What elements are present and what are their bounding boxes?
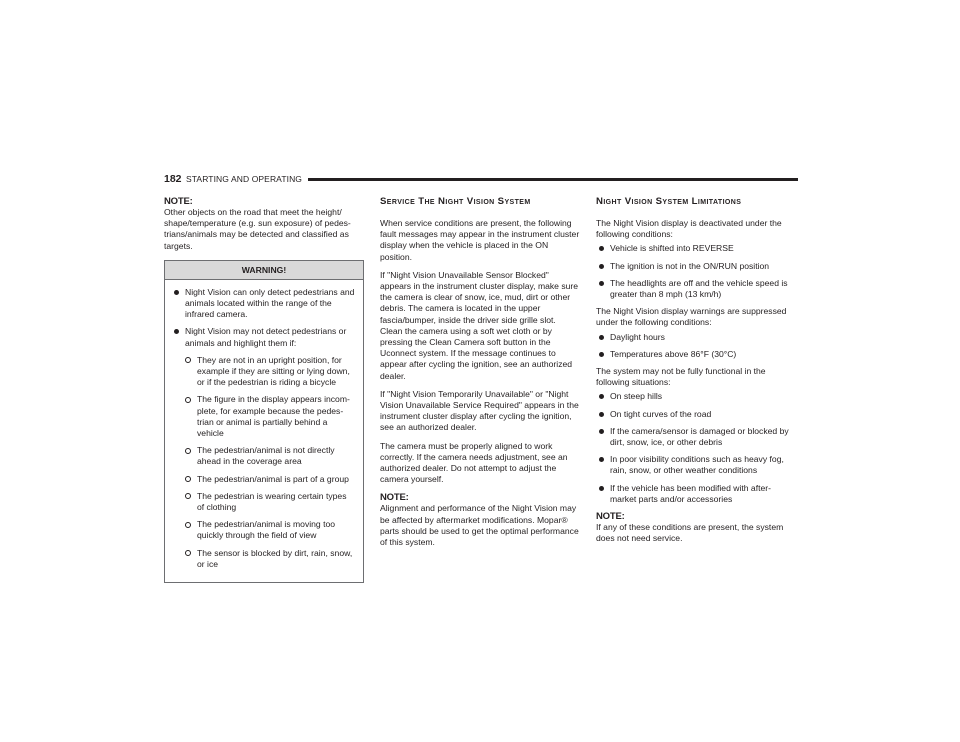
bullet-icon xyxy=(599,246,604,251)
bullet-icon xyxy=(599,352,604,357)
list-item xyxy=(596,261,796,272)
section-title: STARTING AND OPERATING xyxy=(186,174,303,184)
column-left xyxy=(164,196,364,583)
list-item xyxy=(596,349,796,360)
bullet-icon xyxy=(599,281,604,286)
sub-item-text: They are not in an upright position, for example if they are sitting or lying down, or if the pedestrian is riding a bicycle xyxy=(197,354,350,388)
list-item xyxy=(596,332,796,343)
bullet-icon xyxy=(599,486,604,491)
warning-body xyxy=(165,280,363,582)
sub-item-text: The pedestrian/animal is part of a group xyxy=(197,473,349,484)
warning-box xyxy=(164,260,364,583)
condition-list xyxy=(596,243,796,300)
note-label: NOTE: xyxy=(380,492,409,504)
sub-bullet-icon xyxy=(185,397,191,403)
section-heading: Service The Night Vision System xyxy=(380,196,531,207)
paragraph: The Night Vision display warnings are suppressed under the following conditions: xyxy=(596,306,787,328)
warning-bullet xyxy=(171,287,355,321)
note-text: Other objects on the road that meet the height/ shape/temperature (e.g. sun exposure) of pedes-trians/animals may be detected and classified as targets. xyxy=(164,207,351,251)
condition-list xyxy=(596,391,796,505)
warning-sub-item xyxy=(171,394,355,439)
list-item-text: If the camera/sensor is damaged or blocked by dirt, snow, ice, or other debris xyxy=(610,425,789,448)
header-rule xyxy=(308,178,798,181)
sub-bullet-icon xyxy=(185,522,191,528)
sub-item-text: The sensor is blocked by dirt, rain, snow, or ice xyxy=(197,547,353,569)
bullet-icon xyxy=(599,429,604,434)
section-heading: Night Vision System Limitations xyxy=(596,196,742,207)
list-item xyxy=(596,243,796,254)
list-item xyxy=(596,409,796,420)
paragraph: The camera must be properly aligned to work correctly. If the camera needs adjustment, see an authorized dealer. Do not attempt to adjust the camera yourself. xyxy=(380,440,568,485)
list-item-text: Vehicle is shifted into REVERSE xyxy=(610,243,734,254)
sub-item-text: The pedestrian is wearing certain types of clothing xyxy=(197,490,347,513)
paragraph: The Night Vision display is deactivated under the following conditions: xyxy=(596,218,782,240)
column-right xyxy=(596,196,796,544)
sub-item-text: The pedestrian/animal is moving too quickly through the field of view xyxy=(197,519,336,541)
bullet-text: Night Vision may not detect pedestrians or animals and highlight them if: xyxy=(185,326,347,348)
bullet-icon xyxy=(174,329,179,334)
sub-bullet-icon xyxy=(185,476,191,482)
condition-list xyxy=(596,332,796,360)
sub-bullet-icon xyxy=(185,448,191,454)
warning-title: WARNING! xyxy=(165,261,363,280)
list-item xyxy=(596,278,796,300)
paragraph: When service conditions are present, the following fault messages may appear in the instrument cluster display when the vehicle is placed in the ON position. xyxy=(380,218,580,262)
warning-sub-item xyxy=(171,519,355,541)
list-item-text: Daylight hours xyxy=(610,331,665,342)
list-item-text: If the vehicle has been modified with after-market parts and/or accessories xyxy=(610,482,771,504)
note-text: If any of these conditions are present, the system does not need service. xyxy=(596,522,784,544)
bullet-icon xyxy=(599,457,604,462)
paragraph: If "Night Vision Unavailable Sensor Blocked" appears in the instrument cluster display, make sure the camera is clear of snow, ice, mud, dirt or other debris. The camera is located in the upper fascia/bumper, inside the driver side grille slot. Clean the camera using a soft wet cloth or by pressing the Clean Camera soft button in the Uconnect system. If the message continues to appear after cycling the ignition, see an authorized dealer. xyxy=(380,269,579,381)
bullet-icon xyxy=(599,412,604,417)
bullet-icon xyxy=(599,394,604,399)
paragraph: The system may not be fully functional in the following situations: xyxy=(596,366,766,388)
column-middle xyxy=(380,196,580,548)
list-item-text: On tight curves of the road xyxy=(610,408,712,419)
note-label: NOTE: xyxy=(164,196,193,207)
warning-sub-item xyxy=(171,474,355,485)
list-item xyxy=(596,454,796,476)
page-number: 182 xyxy=(164,173,182,185)
sub-item-text: The figure in the display appears incom-plete, for example because the pedes-trian or animal is partially behind a vehicle xyxy=(197,394,350,439)
note-text: Alignment and performance of the Night Vision may be affected by aftermarket modifications. Mopar® parts should be used to get the optimal performance of this system. xyxy=(380,503,579,548)
bullet-icon xyxy=(174,290,179,295)
warning-sub-item xyxy=(171,548,355,570)
bullet-icon xyxy=(599,335,604,340)
list-item-text: Temperatures above 86°F (30°C) xyxy=(610,348,737,359)
note-label: NOTE: xyxy=(596,511,625,523)
list-item-text: The headlights are off and the vehicle speed is greater than 8 mph (13 km/h) xyxy=(610,277,788,300)
sub-bullet-icon xyxy=(185,550,191,556)
sub-bullet-icon xyxy=(185,493,191,499)
list-item-text: On steep hills xyxy=(610,391,663,402)
warning-sub-item xyxy=(171,355,355,389)
list-item xyxy=(596,483,796,505)
bullet-text: Night Vision can only detect pedestrians and animals located within the range of the infrared camera. xyxy=(185,286,355,320)
sub-bullet-icon xyxy=(185,357,191,363)
list-item-text: The ignition is not in the ON/RUN position xyxy=(610,260,770,271)
list-item xyxy=(596,391,796,402)
list-item xyxy=(596,426,796,448)
warning-sub-item xyxy=(171,491,355,513)
paragraph: If "Night Vision Temporarily Unavailable" or "Night Vision Unavailable Service Required" appears in the instrument cluster display after cycling the ignition, see an authorized dealer. xyxy=(380,388,579,433)
bullet-icon xyxy=(599,264,604,269)
list-item-text: In poor visibility conditions such as heavy fog, rain, snow, or other weather conditions xyxy=(610,454,784,476)
sub-item-text: The pedestrian/animal is not directly ahead in the coverage area xyxy=(197,445,335,467)
page-header xyxy=(164,172,798,186)
warning-sub-item xyxy=(171,445,355,467)
warning-bullet xyxy=(171,326,355,348)
